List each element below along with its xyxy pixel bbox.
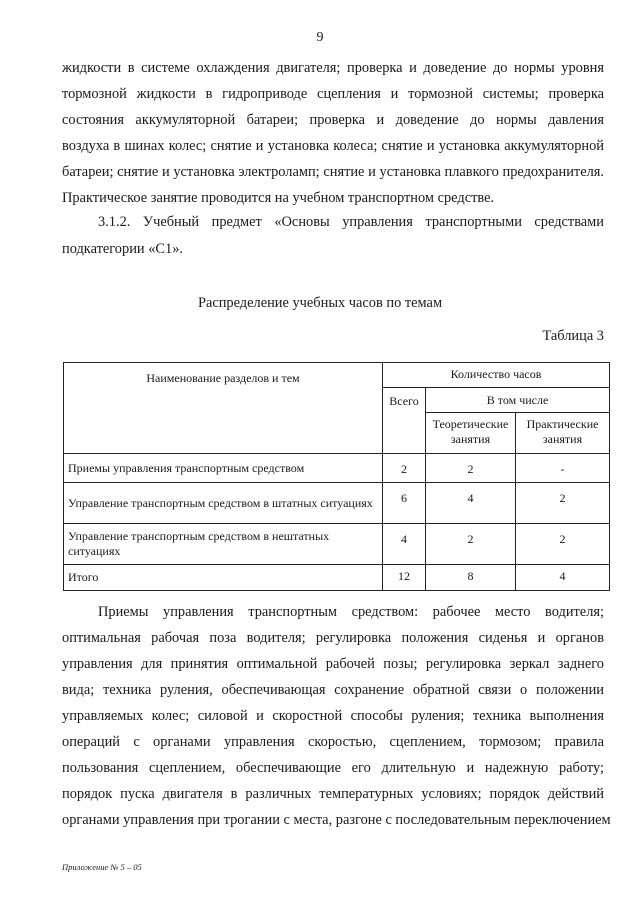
text-line: операций с органами управления скоростью, сцеплением, тормозом; правила: [62, 734, 604, 750]
header-total: Всего: [383, 387, 426, 454]
row-total: 4: [383, 524, 426, 565]
row-practice: -: [516, 454, 610, 483]
table-row: [64, 483, 610, 524]
row-theory: 2: [426, 524, 516, 565]
text-line: тормозной жидкости в гидроприводе сцепления и тормозной системы; проверка: [62, 86, 604, 102]
page-number: 9: [316, 30, 324, 45]
row-theory: 4: [426, 483, 516, 524]
row-name: Управление транспортным средством в нештатных ситуациях: [64, 524, 383, 565]
text-line: оптимальная рабочая поза водителя; регулировка положения сиденья и органов: [62, 630, 604, 646]
text-line: управляемых колес; силовой и скоростной способы руления; техника выполнения: [62, 708, 604, 724]
text-line: управления для принятия оптимальной рабочей позы; регулировка зеркал заднего: [62, 656, 604, 672]
row-theory: 2: [426, 454, 516, 483]
text-line: вида; техника руления, обеспечивающая сохранение обратной связи о положении: [62, 682, 604, 698]
row-name: Управление транспортным средством в штатных ситуациях: [64, 483, 383, 524]
table-row: [64, 524, 610, 565]
header-section: Наименование разделов и тем: [64, 363, 383, 454]
text-line: Приемы управления транспортным средством: рабочее место водителя;: [98, 604, 604, 620]
row-name: Приемы управления транспортным средством: [64, 454, 383, 483]
hours-table: [63, 362, 610, 591]
text-line: порядок пуска двигателя в различных температурных условиях; порядок действий: [62, 786, 604, 802]
row-practice: 2: [516, 483, 610, 524]
table-row: [64, 565, 610, 591]
footer-note: Приложение № 5 – 05: [62, 862, 142, 872]
text-line: состояния аккумуляторной батареи; проверка и доведение до нормы давления: [62, 112, 604, 128]
row-total: 6: [383, 483, 426, 524]
text-line: жидкости в системе охлаждения двигателя; проверка и доведение до нормы уровня: [62, 60, 604, 76]
text-line: воздуха в шинах колес; снятие и установка колеса; снятие и установка аккумуляторной: [62, 138, 604, 154]
header-hours: Количество часов: [383, 363, 610, 388]
table-label: Таблица 3: [542, 328, 604, 344]
row-name: Итого: [64, 565, 383, 591]
row-total: 2: [383, 454, 426, 483]
header-practice: Практические занятия: [516, 413, 610, 454]
header-including: В том числе: [426, 387, 610, 413]
text-line: 3.1.2. Учебный предмет «Основы управления транспортными средствами: [98, 214, 604, 230]
row-total: 12: [383, 565, 426, 591]
header-theory: Теоретические занятия: [426, 413, 516, 454]
text-line: пользования сцеплением, обеспечивающие его длительную и надежную работу;: [62, 760, 604, 776]
text-line: подкатегории «С1».: [62, 241, 183, 257]
row-theory: 8: [426, 565, 516, 591]
text-line: батареи; снятие и установка электроламп; снятие и установка плавкого предохранителя.: [62, 164, 604, 180]
text-line: органами управления при трогании с места, разгоне с последовательным переключением: [62, 812, 611, 828]
table-row: [64, 454, 610, 483]
row-practice: 2: [516, 524, 610, 565]
text-line: Практическое занятие проводится на учебном транспортном средстве.: [62, 190, 495, 206]
row-practice: 4: [516, 565, 610, 591]
table-caption: Распределение учебных часов по темам: [197, 295, 443, 311]
